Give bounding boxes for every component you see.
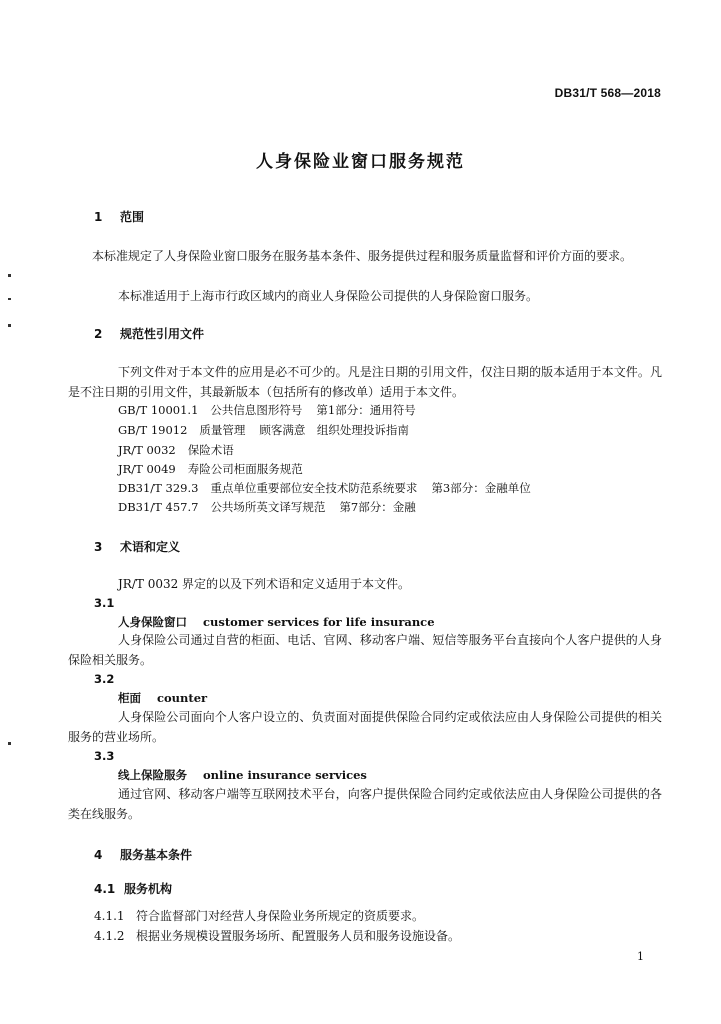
reference-title: 寿险公司柜面服务规范 [187,462,303,476]
section-number: 4 [94,848,103,862]
section-number: 3 [94,540,103,554]
reference-part: 第7部分：金融 [339,500,416,514]
reference-part: 第1部分：通用符号 [316,403,416,417]
reference-item [118,442,234,458]
reference-code: DB31/T 457.7 [118,500,199,514]
section-2-heading [94,325,204,342]
standard-code: DB31/T 568—2018 [554,86,661,100]
subsection-4-1-heading [94,880,172,897]
document-title: 人身保险业窗口服务规范 [256,152,465,172]
reference-title: 公共信息图形符号 [210,403,303,417]
reference-code: GB/T 19012 [118,423,188,437]
section-1-heading [94,208,144,225]
page-number: 1 [637,950,644,963]
term-chinese: 人身保险窗口 [118,615,187,629]
term-english: online insurance services [203,768,367,782]
scan-mark [8,324,11,327]
reference-title: 公共场所英文译写规范 [210,500,326,514]
section-4-heading [94,846,192,863]
section-number: 2 [94,327,103,341]
term-english: customer services for life insurance [203,615,435,629]
section-number: 1 [94,210,103,224]
scan-mark [8,742,11,745]
scan-mark [8,274,11,277]
term-number: 3.3 [94,749,115,763]
section-1-paragraph-2: 本标准适用于上海市行政区域内的商业人身保险公司提供的人身保险窗口服务。 [118,289,539,303]
term-heading [118,614,435,630]
reference-title: 重点单位重要部位安全技术防范系统要求 [210,481,418,495]
term-definition: 通过官网、移动客户端等互联网技术平台，向客户提供保险合同约定或依法应由人身保险公司提供的各类在线服务。 [68,787,662,821]
reference-item [118,402,416,418]
section-title: 范围 [120,210,145,224]
clause-number: 4.1.2 [94,929,125,943]
section-2-paragraph: 下列文件对于本文件的应用是必不可少的。凡是注日期的引用文件，仅注日期的版本适用于本文件。凡是不注日期的引用文件，其最新版本（包括所有的修改单）适用于本文件。 [68,365,662,399]
term-number: 3.2 [94,672,115,686]
reference-code: JR/T 0049 [118,462,176,476]
reference-title: 保险术语 [187,443,234,457]
term-heading [118,767,367,783]
section-title: 术语和定义 [120,540,181,554]
reference-item [118,499,416,515]
clause-item [94,926,460,946]
section-title: 服务基本条件 [120,848,193,862]
scan-mark [8,298,11,300]
term-heading [118,690,207,706]
reference-item [118,480,531,496]
term-chinese: 线上保险服务 [118,768,187,782]
reference-item [118,422,409,438]
term-number: 3.1 [94,596,115,610]
reference-code: DB31/T 329.3 [118,481,199,495]
clause-item [94,906,424,926]
reference-title: 质量管理 [199,423,246,437]
clause-text: 符合监督部门对经营人身保险业务所规定的资质要求。 [136,909,425,923]
clause-number: 4.1.1 [94,909,125,923]
section-1-paragraph-1: 本标准规定了人身保险业窗口服务在服务基本条件、服务提供过程和服务质量监督和评价方面的要求。 [92,249,633,263]
section-title: 规范性引用文件 [120,327,205,341]
clause-text: 根据业务规模设置服务场所、配置服务人员和服务设施设备。 [136,929,461,943]
subsection-title: 服务机构 [124,882,173,896]
section-3-paragraph: JR/T 0032 界定的以及下列术语和定义适用于本文件。 [118,577,411,591]
reference-item [118,461,303,477]
term-definition: 人身保险公司面向个人客户设立的、负责面对面提供保险合同约定或依法应由人身保险公司提供的相关服务的营业场所。 [68,710,662,744]
reference-code: GB/T 10001.1 [118,403,199,417]
reference-part: 顾客满意 组织处理投诉指南 [259,423,409,437]
subsection-number: 4.1 [94,882,116,896]
reference-code: JR/T 0032 [118,443,176,457]
term-definition: 人身保险公司通过自营的柜面、电话、官网、移动客户端、短信等服务平台直接向个人客户提供的人身保险相关服务。 [68,633,662,667]
reference-part: 第3部分：金融单位 [431,481,531,495]
section-3-heading [94,538,180,555]
term-english: counter [157,691,208,705]
term-chinese: 柜面 [118,691,141,705]
